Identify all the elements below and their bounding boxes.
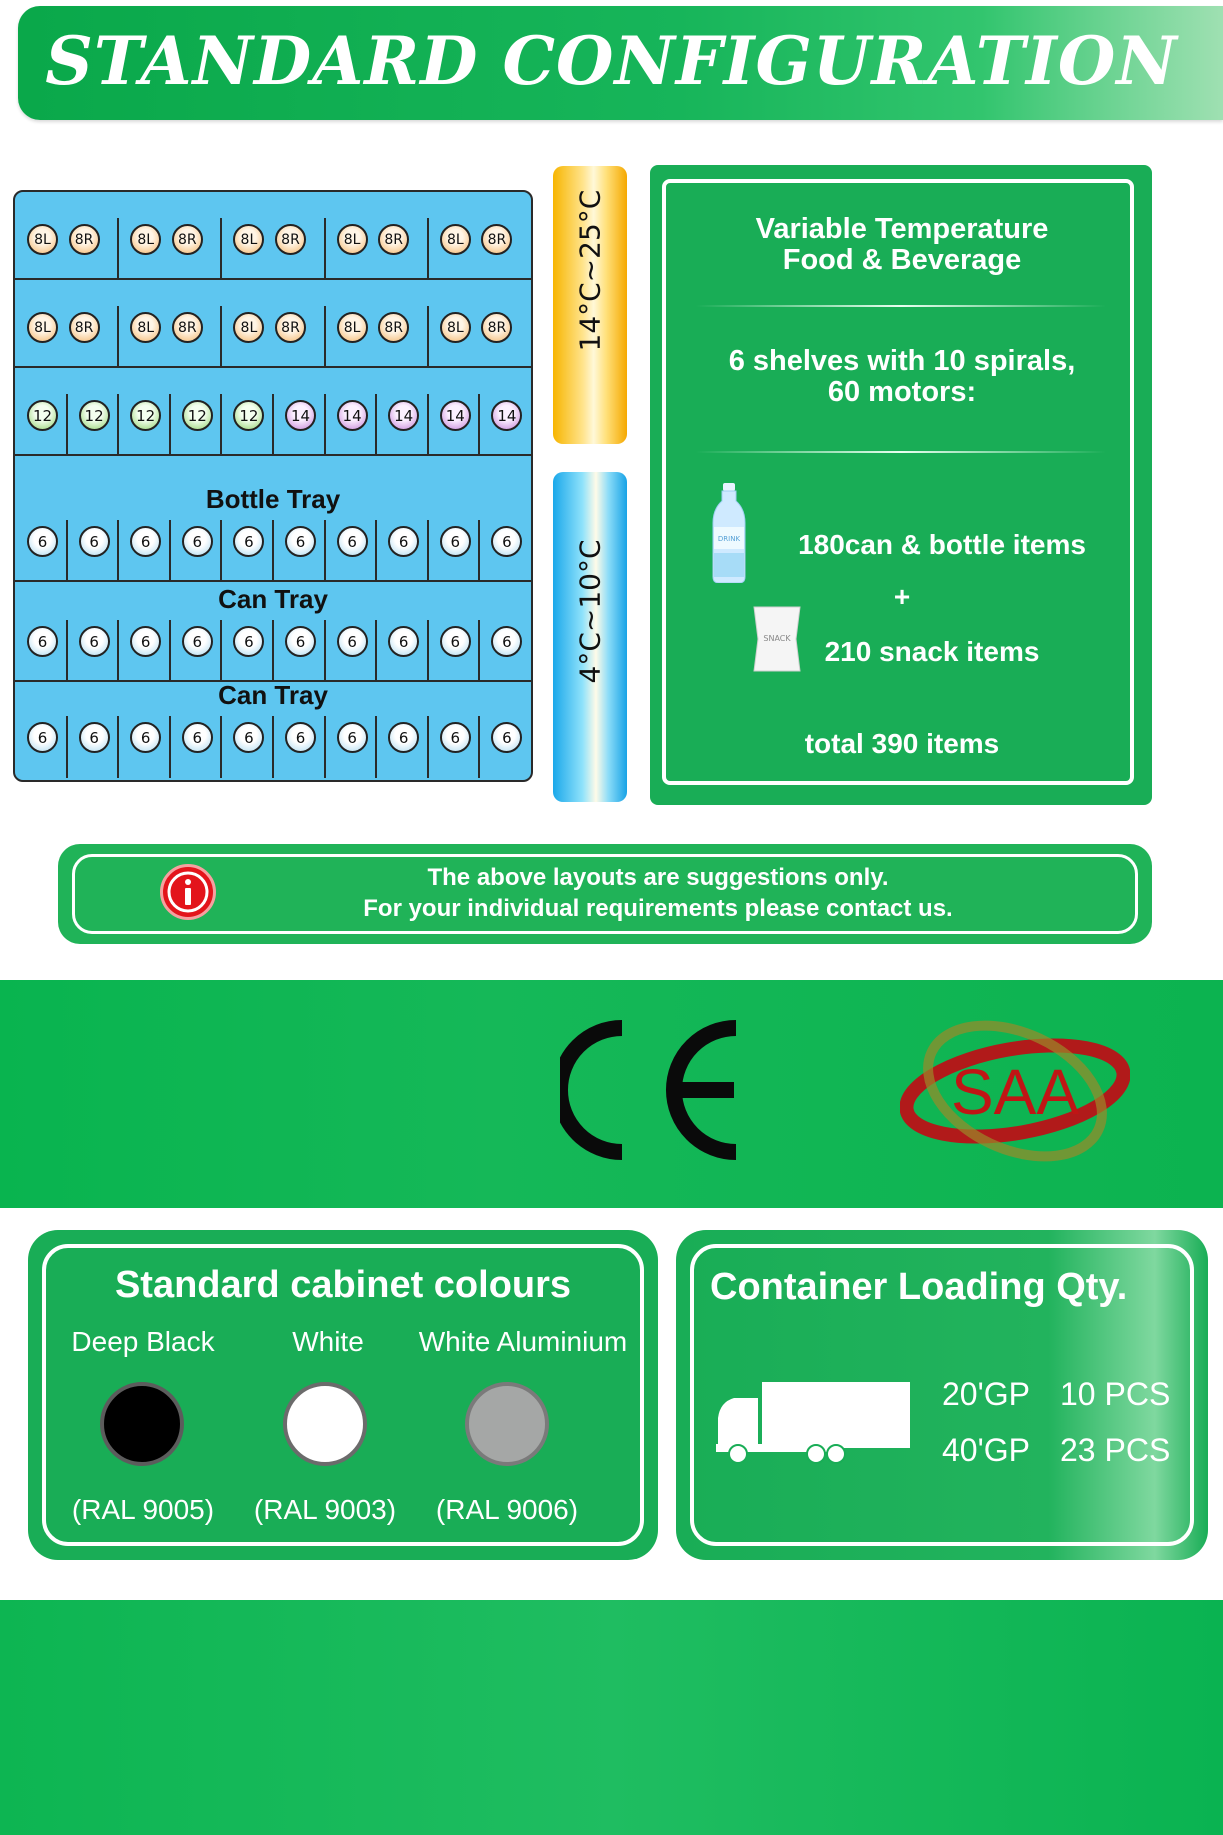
spiral-motor: 8R [172, 224, 203, 255]
temperature-cold-label: 4°C~10°C [573, 539, 607, 684]
swatch-name-white-aluminium: White Aluminium [418, 1326, 628, 1357]
spiral-divider [427, 218, 429, 280]
spiral-motor: 14 [337, 400, 368, 431]
spiral-motor: 8L [337, 224, 368, 255]
spiral-divider [324, 394, 326, 456]
spiral-motor: 6 [27, 526, 58, 557]
spiral-motor: 12 [182, 400, 213, 431]
svg-text:DRINK: DRINK [717, 535, 741, 543]
spiral-motor: 14 [440, 400, 471, 431]
temperature-warm-label: 14°C~25°C [573, 189, 607, 352]
spiral-motor: 8R [378, 312, 409, 343]
ce-mark-logo [560, 1020, 750, 1160]
swatch-name-black: Deep Black [71, 1326, 215, 1357]
spiral-motor: 6 [130, 626, 161, 657]
capacity-info-frame [662, 179, 1134, 785]
spiral-divider [66, 394, 68, 456]
spiral-divider [66, 620, 68, 682]
notice-bar [58, 844, 1152, 944]
info-heading-line1: Variable Temperature [755, 213, 1049, 245]
spiral-motor: 8L [233, 224, 264, 255]
spiral-motor: 8R [378, 224, 409, 255]
container-qty-40gp: 23 PCS [1060, 1432, 1171, 1468]
spiral-motor: 6 [79, 526, 110, 557]
spiral-motor: 6 [337, 626, 368, 657]
spiral-divider [478, 520, 480, 582]
spiral-divider [478, 716, 480, 778]
tray-label: Can Tray [218, 680, 328, 710]
spiral-divider [478, 620, 480, 682]
spiral-divider [117, 716, 119, 778]
spiral-motor: 12 [79, 400, 110, 431]
svg-text:SAA: SAA [950, 1056, 1080, 1128]
swatch-black [100, 1382, 184, 1466]
spiral-divider [375, 620, 377, 682]
spiral-divider [66, 716, 68, 778]
spiral-motor: 6 [285, 526, 316, 557]
spiral-motor: 6 [388, 526, 419, 557]
spiral-motor: 6 [233, 722, 264, 753]
spiral-divider [220, 394, 222, 456]
spiral-divider [324, 620, 326, 682]
spiral-motor: 6 [182, 626, 213, 657]
shelf-row [15, 456, 531, 582]
cabinet-colours-title: Standard cabinet colours [114, 1264, 572, 1306]
spiral-divider [117, 218, 119, 280]
info-shelves-line2: 60 motors: [827, 376, 977, 408]
notice-line2: For your individual requirements please contact us. [363, 895, 953, 922]
info-icon [160, 864, 216, 920]
spiral-divider [220, 520, 222, 582]
info-total: total 390 items [804, 728, 1000, 759]
spiral-motor: 14 [285, 400, 316, 431]
swatch-white [283, 1382, 367, 1466]
spiral-motor: 8R [69, 224, 100, 255]
spiral-motor: 6 [491, 722, 522, 753]
spiral-divider [220, 218, 222, 280]
spiral-divider [427, 620, 429, 682]
info-shelves-line1: 6 shelves with 10 spirals, [728, 345, 1076, 377]
divider [696, 451, 1106, 453]
saa-mark-logo [900, 1016, 1130, 1166]
spiral-motor: 6 [233, 526, 264, 557]
spiral-motor: 8L [337, 312, 368, 343]
spiral-motor: 6 [27, 722, 58, 753]
spiral-divider [324, 306, 326, 368]
spiral-motor: 6 [130, 722, 161, 753]
spiral-motor: 8R [481, 224, 512, 255]
spiral-motor: 6 [130, 526, 161, 557]
spiral-motor: 8L [27, 312, 58, 343]
spiral-motor: 8L [440, 312, 471, 343]
shelf-row [15, 368, 531, 456]
spiral-divider [117, 520, 119, 582]
spiral-divider [66, 520, 68, 582]
spiral-divider [375, 520, 377, 582]
swatch-white-aluminium [465, 1382, 549, 1466]
spiral-divider [169, 716, 171, 778]
container-type-40gp: 40'GP [942, 1432, 1030, 1468]
capacity-info-box [650, 165, 1152, 805]
page-title: STANDARD CONFIGURATION [45, 22, 1178, 100]
shelf-row [15, 280, 531, 368]
spiral-motor: 12 [27, 400, 58, 431]
spiral-motor: 6 [285, 626, 316, 657]
shelf-row [15, 682, 531, 778]
spiral-motor: 14 [491, 400, 522, 431]
spiral-divider [427, 306, 429, 368]
spiral-divider [272, 716, 274, 778]
swatch-code-black: (RAL 9005) [71, 1494, 215, 1525]
spiral-motor: 6 [182, 526, 213, 557]
notice-line1: The above layouts are suggestions only. [427, 864, 889, 891]
spiral-divider [169, 520, 171, 582]
spiral-motor: 14 [388, 400, 419, 431]
spiral-motor: 6 [491, 626, 522, 657]
spiral-motor: 8L [233, 312, 264, 343]
spiral-motor: 6 [233, 626, 264, 657]
temperature-bar-warm [553, 166, 627, 444]
tray-label: Bottle Tray [205, 484, 341, 514]
container-qty-20gp: 10 PCS [1060, 1376, 1171, 1412]
footer-band [0, 1600, 1223, 1835]
spiral-motor: 8R [69, 312, 100, 343]
spiral-motor: 6 [440, 626, 471, 657]
info-snacks: 210 snack items [824, 636, 1040, 667]
spiral-motor: 6 [285, 722, 316, 753]
container-loading-title: Container Loading Qty. [710, 1266, 1128, 1308]
spiral-motor: 6 [440, 722, 471, 753]
spiral-motor: 8R [275, 312, 306, 343]
spiral-motor: 6 [27, 626, 58, 657]
spiral-divider [272, 394, 274, 456]
spiral-motor: 6 [79, 722, 110, 753]
spiral-motor: 8R [481, 312, 512, 343]
spiral-divider [427, 520, 429, 582]
spiral-motor: 6 [182, 722, 213, 753]
temperature-bar-cold [553, 472, 627, 802]
spiral-divider [220, 306, 222, 368]
spiral-divider [117, 620, 119, 682]
spiral-motor: 8L [440, 224, 471, 255]
spiral-divider [324, 218, 326, 280]
spiral-divider [220, 620, 222, 682]
spiral-divider [117, 394, 119, 456]
spiral-motor: 12 [130, 400, 161, 431]
spiral-divider [220, 716, 222, 778]
tray-label: Can Tray [218, 584, 328, 614]
spiral-motor: 6 [491, 526, 522, 557]
spiral-divider [117, 306, 119, 368]
spiral-divider [324, 520, 326, 582]
divider [696, 305, 1106, 307]
spiral-divider [478, 394, 480, 456]
svg-text:SNACK: SNACK [763, 634, 791, 643]
spiral-divider [324, 716, 326, 778]
swatch-code-white: (RAL 9003) [253, 1494, 397, 1525]
info-plus: + [893, 581, 911, 612]
cabinet-colours-panel [28, 1230, 658, 1560]
swatch-name-white: White [292, 1326, 364, 1357]
certification-band [0, 980, 1223, 1208]
spiral-divider [272, 620, 274, 682]
spiral-motor: 6 [440, 526, 471, 557]
info-heading-line2: Food & Beverage [782, 244, 1022, 276]
truck-icon [716, 1378, 912, 1464]
spiral-motor: 8L [27, 224, 58, 255]
spiral-divider [169, 620, 171, 682]
spiral-divider [375, 716, 377, 778]
spiral-motor: 6 [337, 722, 368, 753]
swatch-code-white-aluminium: (RAL 9006) [435, 1494, 579, 1525]
container-type-20gp: 20'GP [942, 1376, 1030, 1412]
container-loading-panel [676, 1230, 1208, 1560]
spiral-divider [272, 520, 274, 582]
spiral-motor: 8R [172, 312, 203, 343]
spiral-motor: 8R [275, 224, 306, 255]
spiral-divider [375, 394, 377, 456]
spiral-motor: 12 [233, 400, 264, 431]
shelf-row [15, 582, 531, 682]
spiral-motor: 6 [388, 626, 419, 657]
spiral-divider [427, 716, 429, 778]
spiral-motor: 8L [130, 312, 161, 343]
spiral-motor: 6 [79, 626, 110, 657]
shelf-diagram [13, 190, 533, 782]
spiral-motor: 6 [337, 526, 368, 557]
spiral-divider [427, 394, 429, 456]
info-cans-bottles: 180can & bottle items [798, 529, 1086, 560]
spiral-divider [169, 394, 171, 456]
spiral-motor: 8L [130, 224, 161, 255]
shelf-row [15, 192, 531, 280]
spiral-motor: 6 [388, 722, 419, 753]
